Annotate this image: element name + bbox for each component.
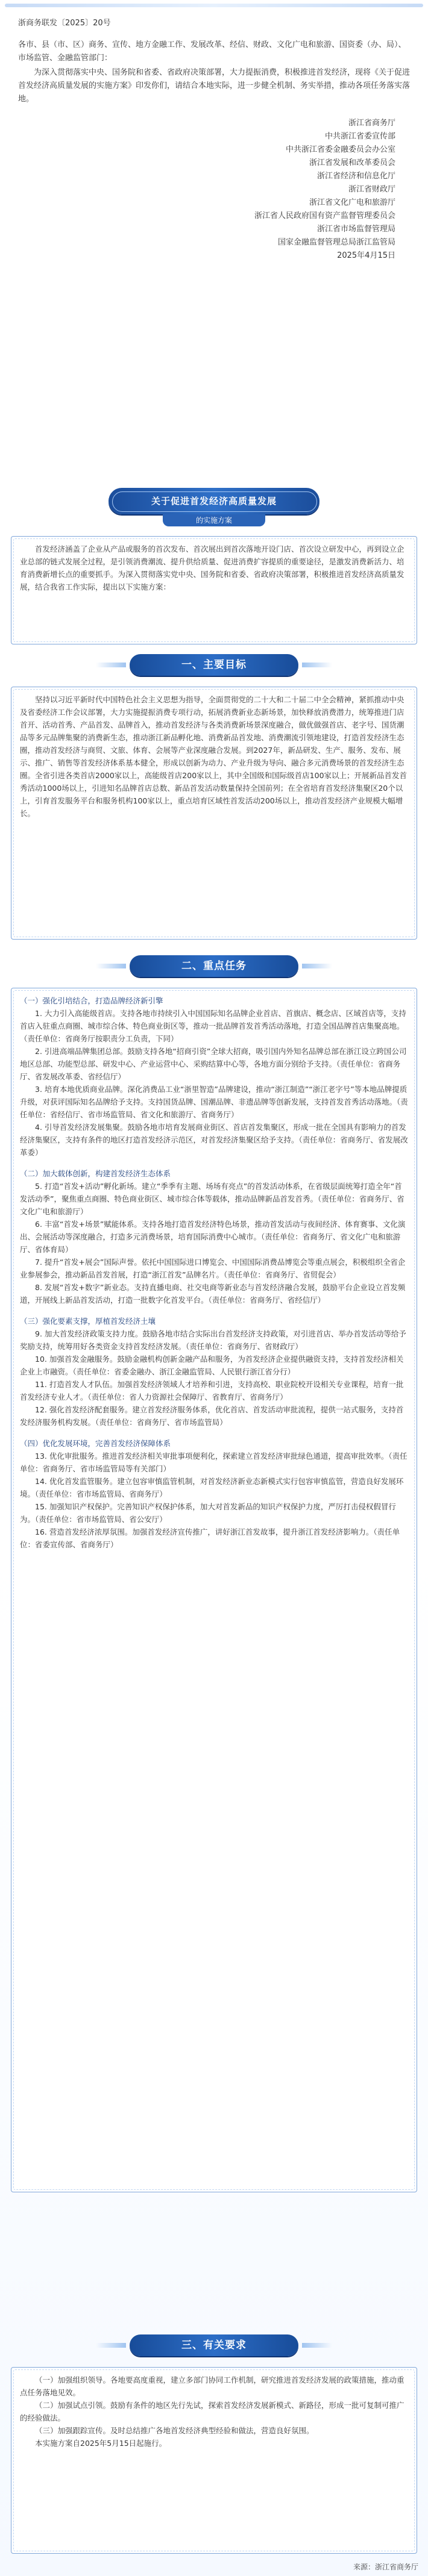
section-1-frame — [11, 687, 417, 940]
preface-paragraph: 首发经济涵盖了企业从产品或服务的首次发布、首次展出到首次落地开设门店、首次设立研发中心，再到设立企业总部的链式发展全过程，是引领消费潮流、提升供给质量、促进消费扩容提质的重要途径，是激发消费新活力、培育消费新增长点的重要抓手。为深入贯彻落实党中央、国务院和省委、省政府决策部署，积极推进首发经济高质量发展，结合我省工作实际，提出以下实施方案： — [20, 544, 404, 591]
signer: 浙江省经济和信息化厅 — [316, 172, 395, 181]
task-item: 8. 发展“首发+数字”新业态。支持直播电商、社交电商等新业态与首发经济融合发展，鼓励平台企业设立首发频道，开展线上新品首发活动，打造一批数字化首发平台。（责任单位：省商务厅、省经信厅） — [20, 1283, 406, 1305]
group-heading: （四）优化发展环境，完善首发经济保障体系 — [20, 1439, 171, 1448]
signer: 浙江省发展和改革委员会 — [309, 158, 395, 167]
preface-frame — [11, 536, 417, 644]
task-item: 7. 提升“首发+展会”国际声誉。依托中国国际进口博览会、中国国际消费品博览会等重点展会，积极组织全省企业参展参会，推动新品首发首展，打造“浙江首发”品牌名片。（责任单位：省商务厅、省贸促会） — [20, 1258, 406, 1279]
signers-block — [18, 117, 410, 263]
title-wing-right — [302, 2343, 332, 2348]
title-wing-left — [96, 964, 126, 968]
document-header — [18, 17, 410, 263]
title-wing-left — [96, 2343, 126, 2348]
requirement-item: （二）加强试点引领。鼓励有条件的地区先行先试，探索首发经济发展新模式、新路径，形成一批可复制可推广的经验做法。 — [20, 2401, 404, 2422]
task-item: 5. 打造“首发+活动”孵化新场。建立“季季有主题、场场有亮点”的首发活动体系，在省级层面统筹打造全年“首发活动季”，聚焦重点商圈、特色商业街区、城市综合体等载体，推动品牌新品首发首秀。（责任单位：省商务厅、省文化广电和旅游厅） — [20, 1182, 404, 1216]
signer: 浙江省财政厅 — [348, 185, 395, 194]
section-1-title — [130, 650, 298, 679]
document-intro: 为深入贯彻落实中央、国务院和省委、省政府决策部署，大力提振消费，积极推进首发经济，现将《关于促进首发经济高质量发展的实施方案》印发你们，请结合本地实际，进一步健全机制、务实举措，推动各项任务落实落地。 — [18, 68, 411, 104]
title-wing-right — [302, 663, 332, 667]
task-item: 13. 优化审批服务。推进首发经济相关审批事项便利化，探索建立首发经济审批绿色通道，提高审批效率。（责任单位：省商务厅、省市场监管局等有关部门） — [20, 1452, 408, 1473]
task-item: 11. 打造首发人才队伍。加强首发经济领域人才培养和引进，支持高校、职业院校开设相关专业课程，培育一批首发经济专业人才。（责任单位：省人力资源社会保障厅、省教育厅、省商务厅） — [20, 1380, 404, 1402]
group-heading: （二）加大载体创新，构建首发经济生态体系 — [20, 1169, 171, 1178]
title-wing-right — [302, 964, 332, 968]
source-credit: 来源：浙江省商务厅 — [353, 2563, 418, 2571]
attachment-title: 关于促进首发经济高质量发展 — [151, 496, 277, 507]
top-decoration — [5, 4, 423, 7]
task-item: 16. 营造首发经济浓厚氛围。加强首发经济宣传推广，讲好浙江首发故事，提升浙江首发经济影响力。（责任单位：省委宣传部、省商务厅） — [20, 1527, 400, 1549]
group-heading: （一）强化引培结合，打造品牌经济新引擎 — [20, 996, 163, 1005]
requirement-item: （一）加强组织领导。各地要高度重视，建立多部门协同工作机制，研究推进首发经济发展的政策措施，推动重点任务落地见效。 — [20, 2375, 404, 2397]
task-item: 3. 培育本地优质商业品牌。深化消费品工业“浙里智造”品牌建设，推动“浙江制造”“浙江老字号”等本地品牌提质升级，对获评国际知名品牌给予支持。支持国货品牌、国潮品牌、非遗品牌等创新发展，支持首发首秀活动落地。（责任单位：省经信厅、省市场监管局、省文化和旅游厅、省商务厅） — [20, 1085, 408, 1119]
section-1-paragraph: 坚持以习近平新时代中国特色社会主义思想为指导，全面贯彻党的二十大和二十届二中全会精神，紧抓推动中央及省委经济工作会议部署，大力实施提振消费专项行动，拓展消费新业态新场景，加快释放消费潜力，统筹推进门店首开、活动首秀、产品首发、品牌首入，推动首发经济与各类消费新场景深度融合，做优做强首店、老字号、国货潮品等多元品牌集聚的消费新生态，推动浙江新品孵化地、消费新品首发地、消费潮流引领地建设，打造首发经济生态圈，推动首发经济与商贸、文旅、体育、会展等产业深度融合发展。到2027年，新品研发、生产、服务、发布、展示、推广、销售等首发经济体系基本健全，形成以创新为动力、产业升级为导向、融合多元消费场景的首发经济生态圈。全省引进各类首店2000家以上，高能级首店200家以上，其中全国级和国际级首店100家以上；开展新品首发首秀活动1000场以上，引进知名品牌首店总数、新品首发活动数量保持全国前列；在全省培育首发经济集聚区20个以上，引育首发服务平台和服务机构100家以上，重点培育区域性首发活动200场以上，推动首发经济产业规模大幅增长。 — [20, 695, 408, 818]
task-item: 4. 引导首发经济发展集聚。鼓励各地市培育发展商业街区、首店首发集聚区，形成一批在全国具有影响力的首发经济集聚区，支持有条件的地区打造首发经济示范区，对首发经济集聚区给予支持。（责任单位：省商务厅、省发展改革委） — [20, 1123, 408, 1157]
task-item: 6. 丰富“首发+场景”赋能体系。支持各地打造首发经济特色场景，推动首发活动与夜间经济、体育赛事、文化演出、会展活动等深度融合，打造多元消费场景，培育国际消费中心城市。（责任单位：省商务厅、省文化广电和旅游厅、省体育局） — [20, 1220, 406, 1254]
task-item: 1. 大力引入高能级首店。支持各地市持续引入中国国际知名品牌企业首店、首旗店、概念店、区域首店等，支持首店入驻重点商圈、城市综合体、特色商业街区等，推动一批品牌首发首秀活动落地，打造全国品牌首店集聚高地。（责任单位：省商务厅按职责分工负责，下同） — [20, 1009, 406, 1043]
document-recipients: 各市、县（市、区）商务、宣传、地方金融工作、发展改革、经信、财政、文化广电和旅游、国资委（办、局）、市场监管、金融监管部门： — [18, 40, 406, 63]
signer: 浙江省商务厅 — [348, 119, 395, 128]
group-heading: （三）强化要素支撑，厚植首发经济土壤 — [20, 1317, 156, 1326]
task-item: 9. 加大首发经济政策支持力度。鼓励各地市结合实际出台首发经济支持政策，对引进首店、举办首发活动等给予奖励支持，统筹用好各类资金支持首发经济发展。（责任单位：省商务厅、省财政厅） — [20, 1329, 406, 1351]
section-3-title — [130, 2331, 298, 2360]
requirement-item: （三）加强跟踪宣传。及时总结推广各地首发经济典型经验和做法，营造良好氛围。 — [35, 2426, 314, 2435]
signer: 浙江省人民政府国有资产监督管理委员会 — [254, 211, 395, 220]
task-item: 12. 强化首发经济配套服务。建立首发经济服务体系，优化首店、首发活动审批流程，提供一站式服务，支持首发经济服务机构发展。（责任单位：省商务厅、省市场监管局） — [20, 1405, 404, 1427]
document-date: 2025年4月15日 — [337, 251, 395, 260]
requirement-item: 本实施方案自2025年5月15日起施行。 — [35, 2439, 167, 2448]
attachment-banner — [109, 482, 319, 526]
signer: 浙江省市场监督管理局 — [316, 225, 395, 234]
attachment-subtitle: 的实施方案 — [163, 514, 265, 526]
section-2-frame — [11, 988, 417, 2192]
signer: 国家金融监督管理总局浙江监管局 — [277, 238, 395, 247]
signer: 中共浙江省委金融委员会办公室 — [285, 145, 395, 154]
task-item: 10. 加强首发金融服务。鼓励金融机构创新金融产品和服务，为首发经济企业提供融资支持，支持首发经济相关企业上市融资。（责任单位：省委金融办、浙江金融监管局、人民银行浙江省分行） — [20, 1355, 404, 1376]
task-item: 14. 优化首发监管服务。建立包容审慎监管机制，对首发经济新业态新模式实行包容审慎监管，营造良好发展环境。（责任单位：省市场监管局、省商务厅） — [20, 1477, 404, 1499]
signer: 中共浙江省委宣传部 — [324, 132, 395, 141]
section-2-title-text: 二、重点任务 — [181, 960, 247, 972]
document-number: 浙商务联发〔2025〕20号 — [18, 19, 111, 28]
section-2-title — [130, 952, 298, 981]
section-3-title-text: 三、有关要求 — [181, 2339, 247, 2351]
task-item: 15. 加强知识产权保护。完善知识产权保护体系，加大对首发新品的知识产权保护力度，严厉打击侵权假冒行为。（责任单位：省市场监管局、省公安厅） — [20, 1502, 396, 1524]
task-item: 2. 引进高端品牌集团总部。鼓励支持各地“招商引资”全球大招商，吸引国内外知名品牌总部在浙江设立跨国公司地区总部、功能型总部、研发中心、产业运营中心、采购结算中心等，各地方面分别给予支持。（责任单位：省商务厅、省发展改革委、省经信厅） — [20, 1047, 407, 1081]
section-1-title-text: 一、主要目标 — [181, 659, 247, 671]
signer: 浙江省文化广电和旅游厅 — [309, 198, 395, 207]
title-wing-left — [96, 663, 126, 667]
section-3-frame — [11, 2367, 417, 2554]
